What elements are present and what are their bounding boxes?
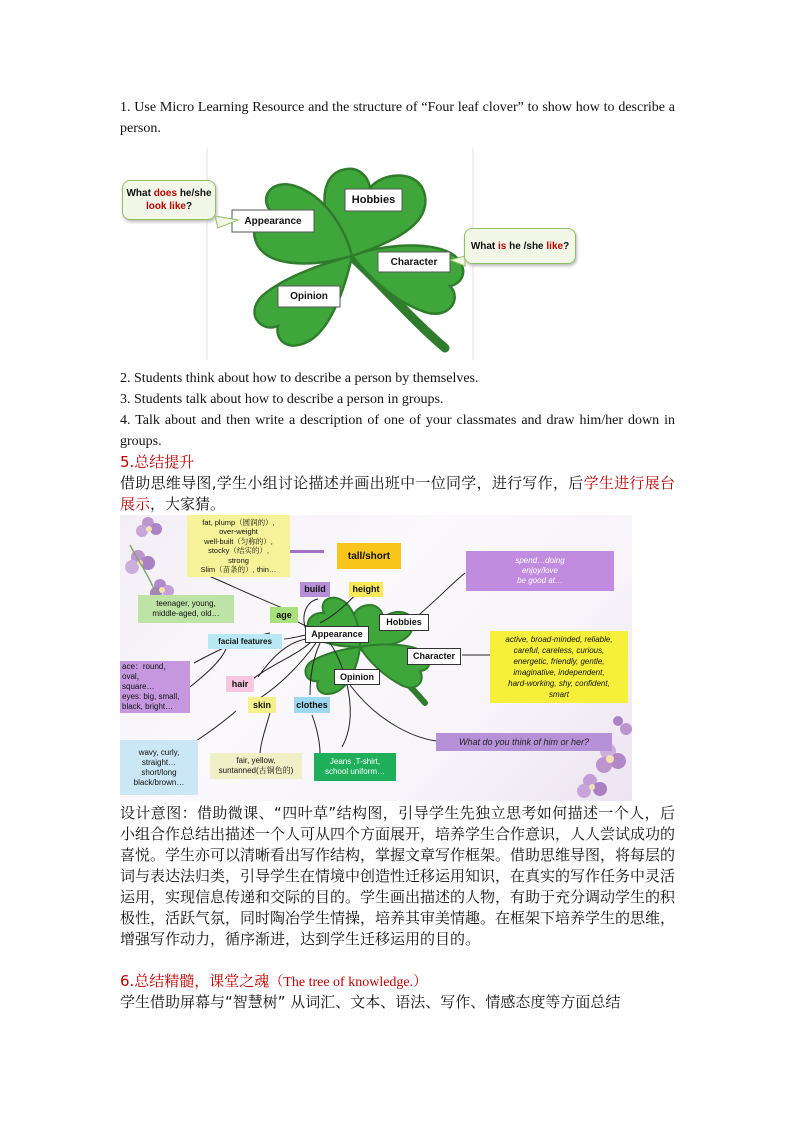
note-clothes-words: Jeans ,T-shirt, school uniform… bbox=[314, 753, 396, 781]
note-build-words: fat, plump（圆润的）, over-weight well-built（匀称的）, stocky（结实的）, strong Slim（苗条的）, thin… bbox=[187, 515, 290, 577]
bubble-left-keyword-2: look like bbox=[145, 201, 186, 212]
section6-line: 学生借助屏幕与“智慧树” 从词汇、文本、语法、写作、情感态度等方面总结 bbox=[120, 993, 621, 1011]
mindmap-opinion: Opinion bbox=[334, 669, 380, 685]
note-opinion-words: What do you think of him or her? bbox=[436, 733, 612, 751]
step4-text: 4. Talk about and then write a description of one of your classmates and draw him/her down in groups. bbox=[120, 413, 675, 449]
tag-age: age bbox=[270, 607, 298, 623]
tag-hair: hair bbox=[226, 676, 254, 692]
bubble-right-text-1: What bbox=[470, 240, 499, 252]
tag-facial-features: facial features bbox=[208, 634, 282, 649]
flower-decoration-top-left bbox=[125, 517, 174, 605]
bubble-left-text-3: ? bbox=[185, 201, 193, 212]
note-hair-words: wavy, curly, straight… short/long black/brown… bbox=[120, 740, 198, 795]
section5-paragraph bbox=[120, 473, 675, 515]
note-hobbies-words: spend…doing enjoy/love be good at… bbox=[466, 551, 614, 591]
clover-leaf-character: Character bbox=[390, 256, 438, 268]
bubble-right-keyword-1: is bbox=[498, 240, 507, 252]
bubble-left-text-1: What bbox=[126, 188, 154, 199]
clover-leaf-opinion: Opinion bbox=[290, 291, 328, 302]
section5-heading: 5.总结提升 bbox=[120, 453, 195, 471]
section5-text-1: 借助思维导图,学生小组讨论描述并画出班中一位同学，进行写作，后 bbox=[120, 474, 584, 492]
note-skin-words: fair, yellow, suntanned(古铜色的) bbox=[210, 753, 302, 779]
section6-heading bbox=[120, 971, 675, 993]
bubble-right-text-2: he /she bbox=[506, 240, 547, 252]
step3-text: 3. Students talk about how to describe a person in groups. bbox=[120, 392, 444, 407]
mindmap-figure bbox=[120, 515, 632, 801]
clover-leaf-appearance: Appearance bbox=[244, 215, 302, 227]
tag-build: build bbox=[300, 582, 330, 597]
tag-clothes: clothes bbox=[294, 697, 330, 713]
bubble-right-keyword-2: like bbox=[546, 240, 564, 252]
mindmap-appearance: Appearance bbox=[305, 626, 369, 643]
bubble-left-text-2: he/she bbox=[177, 188, 212, 199]
mindmap-character: Character bbox=[407, 648, 461, 665]
step1-text: 1. Use Micro Learning Resource and the structure of “Four leaf clover” to show how to describe a person. bbox=[120, 100, 675, 136]
step2-text: 2. Students think about how to describe a person by themselves. bbox=[120, 371, 479, 386]
tag-height: height bbox=[349, 582, 383, 597]
decor-bar-right bbox=[288, 550, 324, 553]
note-character-words: active, broad-minded, reliable, careful, careless, curious, energetic, friendly, gentle, imaginative, independent, hard-working, shy, confident, smart bbox=[490, 631, 628, 703]
tag-tall-short: tall/short bbox=[337, 543, 401, 569]
clover-leaf-hobbies: Hobbies bbox=[351, 193, 396, 206]
note-age-words: teenager, young, middle-aged, old… bbox=[138, 595, 234, 623]
section5-highlight: 学生进行展台展示 bbox=[120, 474, 675, 513]
section6-heading-zh: 6.总结精髓，课堂之魂 bbox=[120, 972, 270, 990]
bubble-is-like bbox=[464, 228, 576, 264]
bubble-left-keyword-1: does bbox=[153, 188, 178, 199]
flower-decoration-bottom-right bbox=[577, 716, 632, 798]
bubble-right-text-3: ? bbox=[563, 240, 570, 252]
section6-heading-en: （The tree of knowledge.） bbox=[269, 975, 428, 990]
clover-figure bbox=[120, 148, 580, 360]
mindmap-hobbies: Hobbies bbox=[379, 614, 429, 631]
design-intent-paragraph: 设计意图：借助微课、“四叶草”结构图，引导学生先独立思考如何描述一个人，后小组合作总结出描述一个人可从四个方面展开，培养学生合作意识，人人尝试成功的喜悦。学生亦可以清晰看出写作结构，掌握文章写作框架。借助思维导图，将每层的词与表达法归类，引导学生在情境中创造性迁移运用知识，在真实的写作任务中灵活运用，实现信息传递和交际的目的。学生画出描述的人物，有助于充分调动学生的积极性，活跃气氛，同时陶冶学生情操，培养其审美情趣。在框架下培养学生的思维，增强写作动力，循序渐进，达到学生迁移运用的目的。 bbox=[120, 804, 676, 948]
bubble-look-like bbox=[122, 180, 216, 220]
note-face-words: ace：round，oval， square… eyes: big, small, black, bright… bbox=[120, 661, 190, 713]
tag-skin: skin bbox=[248, 697, 276, 713]
section5-text-2: ，大家猜。 bbox=[150, 495, 226, 513]
